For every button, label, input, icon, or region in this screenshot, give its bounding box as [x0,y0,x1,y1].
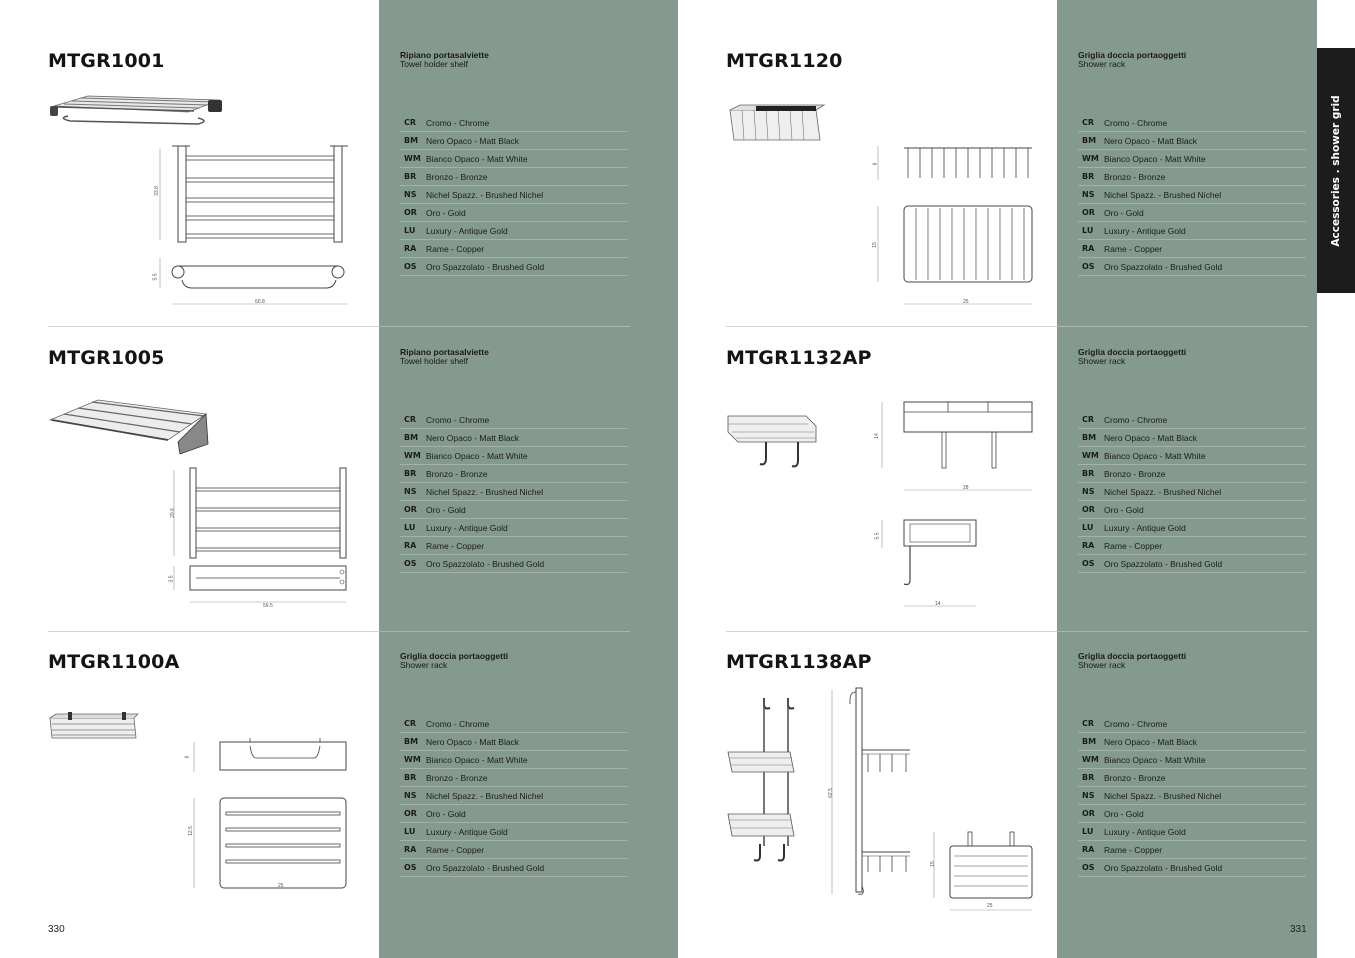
finish-row [1078,465,1306,483]
product-photo [726,410,821,472]
finish-code: WM [404,451,421,460]
finish-name: Luxury - Antique Gold [426,522,508,533]
finish-code: LU [404,226,416,235]
finish-name: Rame - Copper [426,540,485,551]
dimension-label: 15 [871,242,878,248]
finish-row [400,483,628,501]
finish-table [1078,715,1306,877]
finish-name: Nichel Spazz. - Brushed Nichel [1104,189,1222,200]
finish-row [1078,204,1306,222]
finish-code: OS [404,559,417,568]
finish-row [1078,447,1306,465]
finish-code: OR [404,208,417,217]
finish-table [1078,114,1306,276]
finish-code: RA [404,244,417,253]
product-description [1078,51,1308,69]
finish-name: Oro - Gold [426,504,466,515]
finish-code: WM [1082,154,1099,163]
finish-name: Oro - Gold [1104,504,1144,515]
finish-name: Luxury - Antique Gold [426,225,508,236]
dimension-label: 5.5 [152,273,159,281]
finish-code: BR [1082,469,1095,478]
dimension-label: 6 [872,162,879,166]
finish-code: WM [1082,451,1099,460]
finish-name: Luxury - Antique Gold [426,826,508,837]
finish-name: Bronzo - Bronze [1104,772,1166,783]
finish-row [1078,751,1306,769]
finish-code: CR [1082,415,1095,424]
finish-code: CR [404,415,417,424]
finish-row [1078,823,1306,841]
finish-row [1078,501,1306,519]
finish-row [400,222,628,240]
product-code-mtgr1120: MTGR1120 [726,50,843,72]
section-tab-label: Accessories . shower grid [1330,94,1342,247]
product-description [400,51,630,69]
product-code-mtgr1132ap: MTGR1132AP [726,347,872,369]
technical-drawing-top [928,828,1038,916]
description-italian: Griglia doccia portaoggetti [400,651,509,661]
finish-row [400,240,628,258]
finish-code: LU [404,827,416,836]
finish-row [1078,411,1306,429]
page-number-right: 331 [1290,924,1307,935]
dimension-label: 62.5 [827,788,834,798]
finish-code: OS [404,262,417,271]
finish-row [400,841,628,859]
finish-row [1078,240,1306,258]
technical-drawing-front [166,466,356,611]
description-italian: Griglia doccia portaoggetti [1078,50,1187,60]
finish-code: RA [404,541,417,550]
finish-row [1078,258,1306,276]
finish-name: Oro Spazzolato - Brushed Gold [426,261,545,272]
finish-row [1078,186,1306,204]
finish-row [400,168,628,186]
finish-name: Rame - Copper [426,243,485,254]
finish-name: Oro - Gold [1104,808,1144,819]
dimension-label: 3.5 [168,575,175,583]
finish-code: OS [1082,863,1095,872]
description-italian: Ripiano portasalviette [400,50,489,60]
product-code-mtgr1001: MTGR1001 [48,50,165,72]
page-number-left: 330 [48,924,65,935]
technical-drawing-top [187,738,350,893]
finish-name: Nero Opaco - Matt Black [1104,736,1198,747]
finish-name: Luxury - Antique Gold [1104,225,1186,236]
finish-name: Bianco Opaco - Matt White [1104,754,1206,765]
finish-name: Cromo - Chrome [1104,117,1168,128]
finish-row [400,555,628,573]
finish-row [400,186,628,204]
finish-code: BM [1082,737,1097,746]
finish-row [400,447,628,465]
finish-name: Cromo - Chrome [1104,414,1168,425]
finish-row [400,751,628,769]
finish-name: Bianco Opaco - Matt White [1104,450,1206,461]
finish-code: RA [1082,845,1095,854]
finish-name: Nichel Spazz. - Brushed Nichel [426,189,544,200]
product-code-mtgr1005: MTGR1005 [48,347,165,369]
finish-code: WM [1082,755,1099,764]
finish-name: Oro - Gold [426,808,466,819]
finish-name: Nichel Spazz. - Brushed Nichel [426,790,544,801]
finish-row [1078,715,1306,733]
product-photo [48,396,210,458]
description-italian: Griglia doccia portaoggetti [1078,347,1187,357]
product-description [400,652,630,670]
finish-row [400,411,628,429]
finish-row [400,429,628,447]
finish-code: NS [1082,190,1095,199]
finish-row [1078,769,1306,787]
finish-code: LU [1082,827,1094,836]
finish-row [1078,733,1306,751]
product-code-mtgr1100a: MTGR1100A [48,651,180,673]
finish-row [400,465,628,483]
finish-row [400,519,628,537]
finish-row [1078,537,1306,555]
finish-name: Bronzo - Bronze [426,468,488,479]
dimension-label: 5.5 [874,532,881,540]
finish-row [400,258,628,276]
finish-row [1078,150,1306,168]
finish-code: CR [1082,719,1095,728]
finish-name: Nero Opaco - Matt Black [426,736,520,747]
finish-row [1078,114,1306,132]
dimension-label: 15 [929,861,936,867]
finish-name: Rame - Copper [426,844,485,855]
finish-code: OR [1082,809,1095,818]
finish-name: Nero Opaco - Matt Black [426,432,520,443]
description-english: Shower rack [1078,660,1126,670]
finish-code: CR [404,719,417,728]
finish-name: Nichel Spazz. - Brushed Nichel [426,486,544,497]
finish-code: WM [404,154,421,163]
finish-row [400,823,628,841]
technical-drawing-side [826,686,916,901]
finish-name: Cromo - Chrome [426,414,490,425]
finish-row [400,114,628,132]
finish-code: LU [404,523,416,532]
finish-row [400,733,628,751]
finish-name: Bianco Opaco - Matt White [426,754,528,765]
dimension-label: 20.6 [169,508,176,518]
product-description [1078,652,1308,670]
finish-name: Bronzo - Bronze [426,772,488,783]
dimension-label: 33.8 [153,186,160,196]
finish-code: CR [1082,118,1095,127]
finish-code: RA [1082,541,1095,550]
finish-name: Rame - Copper [1104,243,1163,254]
finish-code: OS [1082,262,1095,271]
product-photo [48,94,226,128]
finish-name: Luxury - Antique Gold [1104,826,1186,837]
description-english: Shower rack [1078,59,1126,69]
finish-code: BM [404,737,419,746]
dimension-label: 25 [278,883,284,889]
description-italian: Griglia doccia portaoggetti [1078,651,1187,661]
finish-code: NS [1082,487,1095,496]
finish-row [400,501,628,519]
finish-code: RA [1082,244,1095,253]
finish-name: Cromo - Chrome [426,718,490,729]
finish-code: CR [404,118,417,127]
finish-row [1078,805,1306,823]
dimension-label: 59.5 [263,603,273,609]
finish-table [1078,411,1306,573]
finish-code: BR [1082,773,1095,782]
finish-code: BR [1082,172,1095,181]
product-code-mtgr1138ap: MTGR1138AP [726,651,872,673]
dimension-label: 14 [935,601,941,607]
finish-row [400,715,628,733]
product-photo [48,712,140,744]
finish-table [400,114,628,276]
finish-name: Bianco Opaco - Matt White [1104,153,1206,164]
finish-row [400,537,628,555]
finish-code: NS [404,791,417,800]
finish-name: Nero Opaco - Matt Black [1104,432,1198,443]
finish-code: NS [404,190,417,199]
finish-code: OS [1082,559,1095,568]
dimension-label: 60.8 [255,299,265,305]
finish-row [1078,168,1306,186]
finish-row [1078,859,1306,877]
finish-name: Oro - Gold [426,207,466,218]
finish-code: OR [1082,208,1095,217]
finish-code: BM [1082,433,1097,442]
description-english: Towel holder shelf [400,59,469,69]
product-photo [726,104,826,144]
finish-name: Oro Spazzolato - Brushed Gold [426,558,545,569]
finish-code: BM [404,433,419,442]
finish-code: OR [404,809,417,818]
finish-name: Cromo - Chrome [426,117,490,128]
finish-code: BR [404,773,417,782]
finish-name: Bronzo - Bronze [1104,171,1166,182]
description-english: Shower rack [1078,356,1126,366]
finish-code: BM [1082,136,1097,145]
finish-name: Oro Spazzolato - Brushed Gold [1104,862,1223,873]
product-photo [726,696,806,866]
finish-row [1078,429,1306,447]
technical-drawing-front [874,398,1039,613]
finish-code: RA [404,845,417,854]
finish-name: Nichel Spazz. - Brushed Nichel [1104,486,1222,497]
finish-name: Rame - Copper [1104,540,1163,551]
finish-row [1078,555,1306,573]
finish-row [1078,841,1306,859]
technical-drawing-front [150,142,355,312]
finish-name: Oro Spazzolato - Brushed Gold [1104,261,1223,272]
finish-name: Oro - Gold [1104,207,1144,218]
finish-row [1078,787,1306,805]
finish-code: LU [1082,226,1094,235]
finish-table [400,715,628,877]
finish-name: Luxury - Antique Gold [1104,522,1186,533]
finish-name: Cromo - Chrome [1104,718,1168,729]
finish-name: Nero Opaco - Matt Black [426,135,520,146]
finish-table [400,411,628,573]
finish-name: Bronzo - Bronze [426,171,488,182]
finish-name: Bianco Opaco - Matt White [426,153,528,164]
product-description [1078,348,1308,366]
dimension-label: 25 [963,299,969,305]
finish-row [1078,222,1306,240]
finish-code: NS [404,487,417,496]
finish-code: NS [1082,791,1095,800]
finish-row [400,132,628,150]
finish-code: OS [404,863,417,872]
description-italian: Ripiano portasalviette [400,347,489,357]
finish-row [400,204,628,222]
dimension-label: 6 [184,755,191,759]
finish-row [400,859,628,877]
finish-code: OR [1082,505,1095,514]
dimension-label: 28 [963,485,969,491]
finish-name: Bronzo - Bronze [1104,468,1166,479]
finish-name: Nichel Spazz. - Brushed Nichel [1104,790,1222,801]
dimension-label: 12.5 [187,826,194,836]
finish-code: BR [404,172,417,181]
finish-row [400,805,628,823]
finish-code: LU [1082,523,1094,532]
finish-row [1078,483,1306,501]
finish-name: Rame - Copper [1104,844,1163,855]
finish-code: WM [404,755,421,764]
description-english: Towel holder shelf [400,356,469,366]
finish-name: Nero Opaco - Matt Black [1104,135,1198,146]
finish-row [400,769,628,787]
finish-row [400,150,628,168]
finish-row [1078,519,1306,537]
finish-row [400,787,628,805]
section-tab [1317,48,1355,293]
finish-code: BR [404,469,417,478]
finish-name: Oro Spazzolato - Brushed Gold [1104,558,1223,569]
description-english: Shower rack [400,660,448,670]
dimension-label: 14 [873,433,880,439]
dimension-label: 25 [987,903,993,909]
technical-drawing-top [870,142,1040,310]
product-description [400,348,630,366]
finish-name: Bianco Opaco - Matt White [426,450,528,461]
finish-row [1078,132,1306,150]
finish-code: OR [404,505,417,514]
finish-name: Oro Spazzolato - Brushed Gold [426,862,545,873]
finish-code: BM [404,136,419,145]
